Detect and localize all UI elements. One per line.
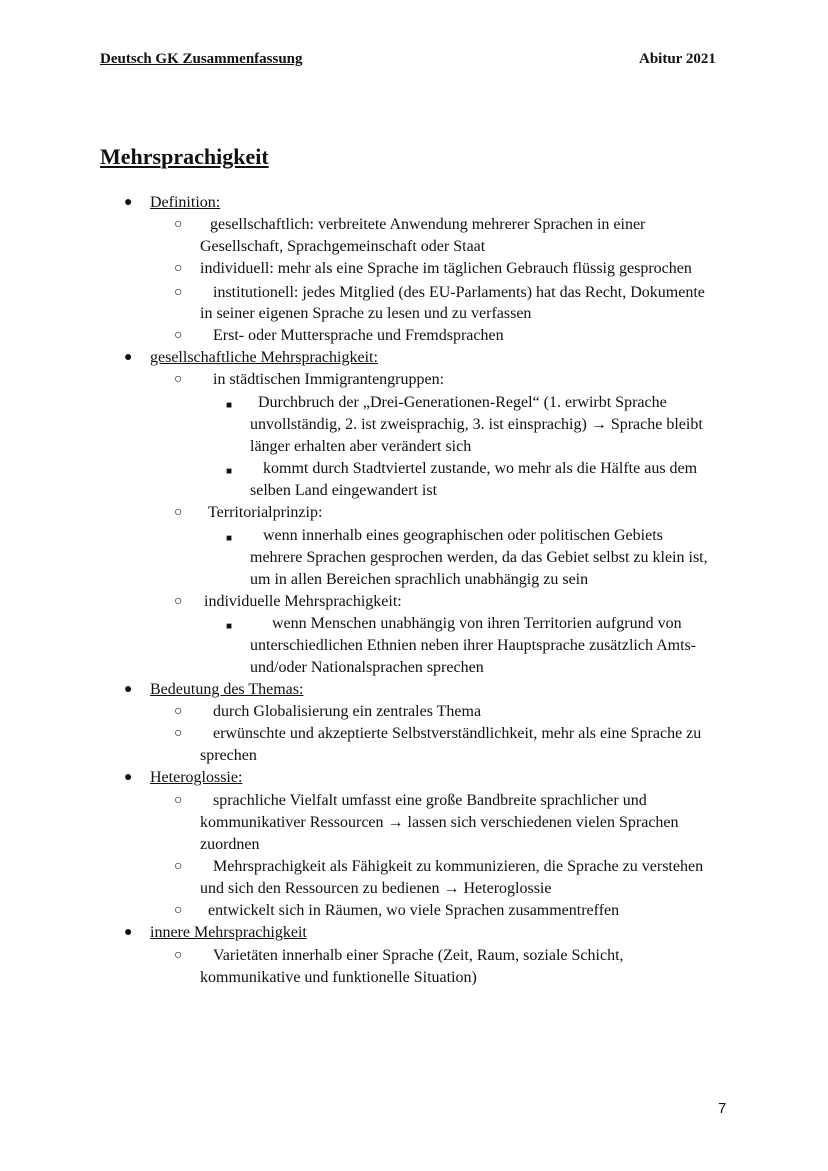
bullet-square-icon: ■ (226, 621, 233, 632)
bullet-circle-icon: ○ (174, 261, 183, 276)
bullet-circle-icon: ○ (174, 594, 183, 609)
bullet-circle-icon: ○ (174, 328, 183, 343)
list-item: gesellschaftlich: verbreitete Anwendung mehrerer Sprachen in einer (210, 216, 646, 233)
section-heading: Heteroglossie: (150, 769, 243, 786)
list-item: Erst- oder Muttersprache und Fremdsprachen (213, 327, 504, 344)
sub-heading: Territorialprinzip: (208, 504, 323, 521)
bullet-circle-icon: ○ (174, 704, 183, 719)
section-heading: gesellschaftliche Mehrsprachigkeit: (150, 349, 378, 366)
list-item-cont: Gesellschaft, Sprachgemeinschaft oder Staat (200, 238, 486, 255)
list-item-cont: länger erhalten aber verändert sich (250, 438, 472, 455)
list-item: sprachliche Vielfalt umfasst eine große Bandbreite sprachlicher und (213, 792, 647, 809)
bullet-dot-icon: ● (124, 195, 133, 210)
bullet-circle-icon: ○ (174, 903, 183, 918)
list-item-cont: kommunikativer Ressourcen → lassen sich verschiedenen vielen Sprachen (200, 814, 679, 831)
list-item: durch Globalisierung ein zentrales Thema (213, 703, 482, 720)
bullet-dot-icon: ● (124, 925, 133, 940)
list-item-cont: unterschiedlichen Ethnien neben ihrer Hauptsprache zusätzlich Amts- (250, 637, 697, 654)
section-heading: Definition: (150, 194, 221, 211)
bullet-circle-icon: ○ (174, 505, 183, 520)
list-item-cont: sprechen (200, 747, 257, 764)
sub-heading: individuelle Mehrsprachigkeit: (204, 593, 402, 610)
bullet-square-icon: ■ (226, 466, 233, 477)
bullet-circle-icon: ○ (174, 726, 183, 741)
list-item-cont: in seiner eigenen Sprache zu lesen und zu verfassen (200, 305, 532, 322)
list-item-cont: zuordnen (200, 836, 260, 853)
bullet-circle-icon: ○ (174, 948, 183, 963)
list-item-cont: selben Land eingewandert ist (250, 482, 438, 499)
bullet-dot-icon: ● (124, 350, 133, 365)
list-item: institutionell: jedes Mitglied (des EU-Parlaments) hat das Recht, Dokumente (213, 284, 705, 301)
bullet-square-icon: ■ (226, 533, 233, 544)
bullet-circle-icon: ○ (174, 793, 183, 808)
bullet-dot-icon: ● (124, 682, 133, 697)
list-item: Durchbruch der „Drei-Generationen-Regel“ (1. erwirbt Sprache (258, 394, 667, 411)
list-item-cont: kommunikative und funktionelle Situation) (200, 969, 477, 986)
list-item: Varietäten innerhalb einer Sprache (Zeit, Raum, soziale Schicht, (213, 947, 624, 964)
list-item-cont: mehrere Sprachen gesprochen werden, da das Gebiet selbst zu klein ist, (250, 549, 708, 566)
list-item-cont: und sich den Ressourcen zu bedienen → Heteroglossie (200, 880, 552, 897)
list-item: wenn innerhalb eines geographischen oder politischen Gebiets (263, 527, 663, 544)
bullet-circle-icon: ○ (174, 285, 183, 300)
section-heading: Bedeutung des Themas: (150, 681, 304, 698)
list-item-cont: unvollständig, 2. ist zweisprachig, 3. ist einsprachig) → Sprache bleibt (250, 416, 703, 433)
bullet-square-icon: ■ (226, 400, 233, 411)
bullet-circle-icon: ○ (174, 217, 183, 232)
bullet-dot-icon: ● (124, 770, 133, 785)
list-item: individuell: mehr als eine Sprache im täglichen Gebrauch flüssig gesprochen (200, 260, 692, 277)
page-title: Mehrsprachigkeit (100, 144, 269, 169)
list-item-cont: um in allen Bereichen sprachlich unabhängig zu sein (250, 571, 589, 588)
bullet-circle-icon: ○ (174, 372, 183, 387)
list-item: erwünschte und akzeptierte Selbstverständlichkeit, mehr als eine Sprache zu (213, 725, 702, 742)
header-course: Deutsch GK Zusammenfassung (100, 51, 303, 67)
page-number: 7 (718, 1100, 727, 1117)
list-item: Mehrsprachigkeit als Fähigkeit zu kommunizieren, die Sprache zu verstehen (213, 858, 704, 875)
list-item: kommt durch Stadtviertel zustande, wo mehr als die Hälfte aus dem (263, 460, 698, 477)
list-item-cont: und/oder Nationalsprachen sprechen (250, 659, 484, 676)
sub-heading: in städtischen Immigrantengruppen: (213, 371, 445, 388)
section-heading: innere Mehrsprachigkeit (150, 924, 307, 941)
list-item: entwickelt sich in Räumen, wo viele Sprachen zusammentreffen (208, 902, 620, 919)
header-year: Abitur 2021 (639, 51, 716, 67)
bullet-circle-icon: ○ (174, 859, 183, 874)
list-item: wenn Menschen unabhängig von ihren Territorien aufgrund von (272, 615, 682, 632)
